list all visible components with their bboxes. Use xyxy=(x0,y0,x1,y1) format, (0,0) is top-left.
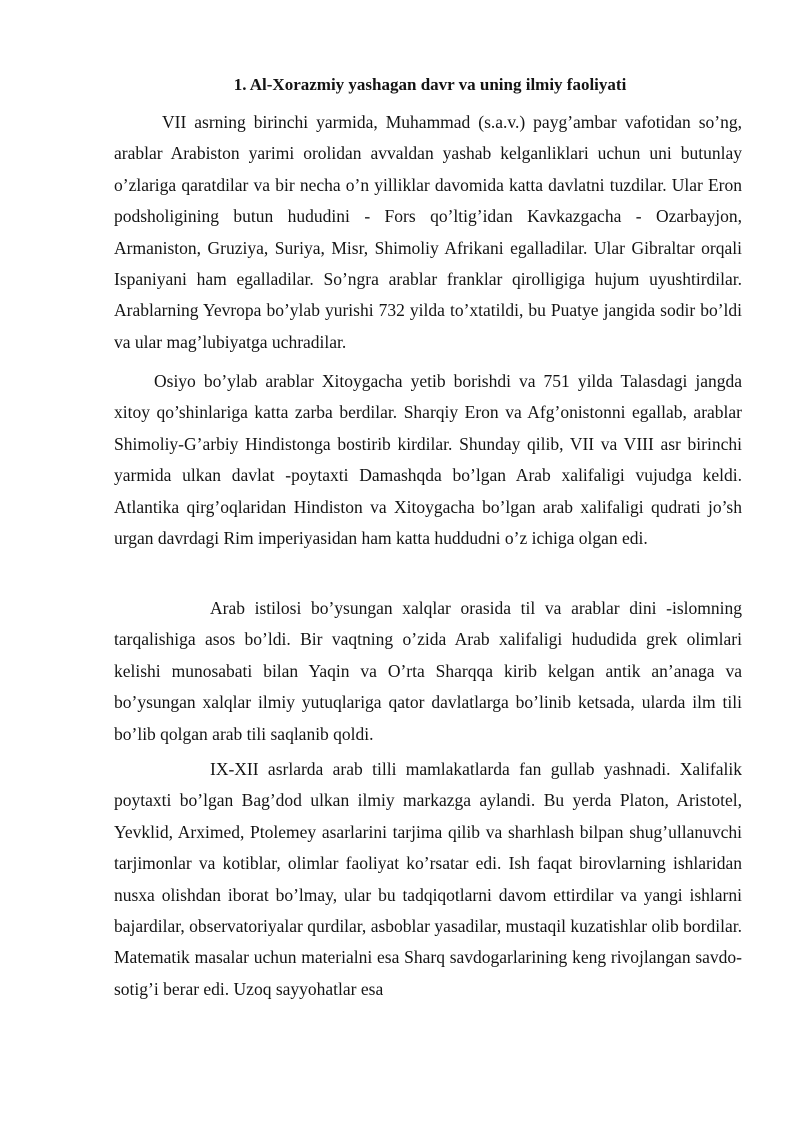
section-title: 1. Al-Xorazmiy yashagan davr va uning ilmiy faoliyati xyxy=(233,75,627,94)
paragraph: IX-XII asrlarda arab tilli mamlakatlarda fan gullab yashnadi. Xalifalik poytaxti bo’lgan Bag’dod ulkan ilmiy markazga aylandi. Bu yerda Platon, Aristotel, Yevklid, Arximed, Ptolemey asarlarini tarjima qilib va sharhlash bilpan shug’ullanuvchi tarjimonlar va kotiblar, olimlar faoliyat ko’rsatar edi. Ish faqat birovlarning ishlaridan nusxa olishdan iborat bo’lmay, ular bu tadqiqotlarni davom ettirdilar va yangi ishlarni bajardilar, observatoriyalar qurdilar, asboblar yasadilar, mustaqil kuzatishlar olib bordilar. Matematik masalar uchun materialni esa Sharq savdogarlarining keng rivojlangan savdo-sotig’i berar edi. Uzoq sayyohatlar esa xyxy=(114,759,742,999)
paragraph-3-block xyxy=(114,593,742,750)
paragraph-4-block xyxy=(114,754,742,1005)
paragraph: Osiyo bo’ylab arablar Xitoygacha yetib borishdi va 751 yilda Talasdagi jangda xitoy qo’shinlariga katta zarba berdilar. Sharqiy Eron va Afg’onistonni egallab, arablar Shimoliy-G’arbiy Hindistonga bostirib kirdilar. Shunday qilib, VII va VIII asr birinchi yarmida ulkan davlat -poytaxti Damashqda bo’lgan Arab xalifaligi vujudga keldi. Atlantika qirg’oqlaridan Hindiston va Xitoygacha bo’lgan arab xalifaligi qudrati jo’sh urgan davrdagi Rim imperiyasidan ham katta huddudni o’z ichiga olgan edi. xyxy=(114,371,742,549)
paragraph-2-block xyxy=(114,366,742,554)
paragraph: Arab istilosi bo’ysungan xalqlar orasida til va arablar dini -islomning tarqalishiga asos bo’ldi. Bir vaqtning o’zida Arab xalifaligi hududida grek olimlari kelishi munosabati bilan Yaqin va O’rta Sharqqa kirib kelgan antik an’anaga va bo’ysungan xalqlar ilmiy yutuqlariga qator davlatlarga bo’linib ketsada, ularda ilm tili bo’lib qolgan arab tili saqlanib qoldi. xyxy=(114,598,742,744)
paragraph: VII asrning birinchi yarmida, Muhammad (s.a.v.) payg’ambar vafotidan so’ng, arablar Arabiston yarimi orolidan avvaldan yashab kelganliklari uchun uni butunlay o’zlariga qaratdilar va bir necha o’n yilliklar davomida katta davlatni tuzdilar. Ular Eron podsholigining butun hududini - Fors qo’ltig’idan Kavkazgacha - Ozarbayjon, Armaniston, Gruziya, Suriya, Misr, Shimoliy Afrikani egalladilar. Ular Gibraltar orqali Ispaniyani ham egalladilar. So’ngra arablar franklar qirolligiga hujum uyushtirdilar. Arablarning Yevropa bo’ylab yurishi 732 yilda to’xtatildi, bu Puatye jangida sodir bo’ldi va ular mag’lubiyatga uchradilar. xyxy=(114,112,742,352)
paragraph-1-block xyxy=(114,107,742,358)
